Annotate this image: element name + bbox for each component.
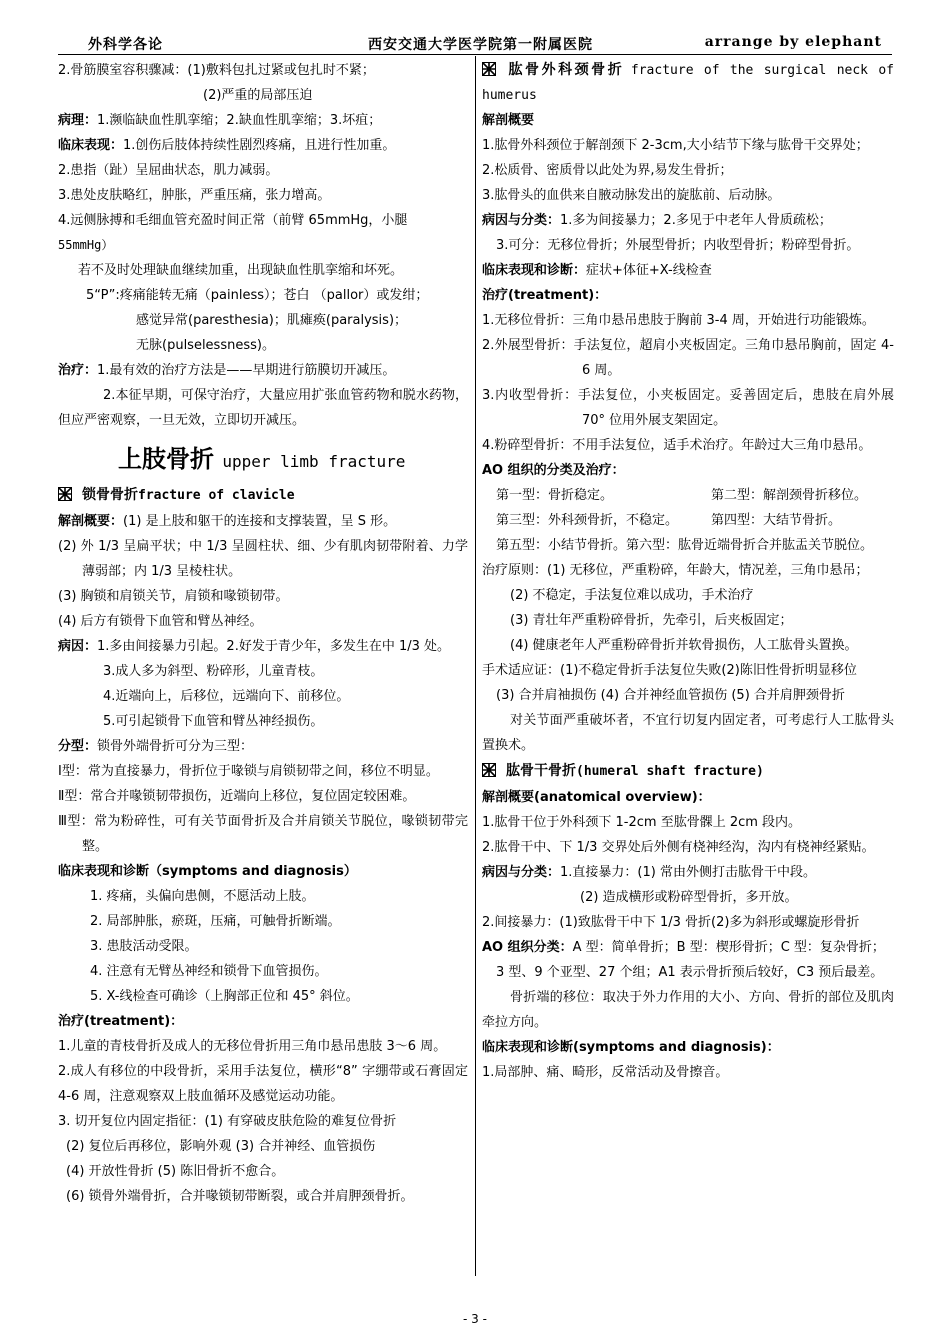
section-label: 临床表现和诊断： — [482, 263, 587, 278]
text: (1) 是上肢和躯干的连接和支撑装置，呈 S 形。 — [123, 514, 397, 529]
text-line: Ⅱ型：常合并喙锁韧带损伤，近端向上移位，复位固定较困难。 — [58, 789, 416, 804]
page-number: - 3 - — [463, 1312, 487, 1326]
treatment-line — [58, 358, 468, 383]
section-label: 病因与分类： — [482, 213, 561, 228]
text-line: 3.肱骨头的血供来自腋动脉发出的旋肱前、后动脉。 — [482, 188, 781, 203]
text-para: Ⅰ型：常为直接暴力，骨折位于喙锁与肩锁韧带之间，移位不明显。 — [58, 764, 439, 779]
header-course: 外科学各论 — [88, 37, 163, 53]
bullet-square-icon — [482, 62, 496, 76]
text: 1.最有效的治疗方法是——早期进行筋膜切开减压。 — [97, 363, 396, 378]
text: 1.多为间接暴力；2.多见于中老年人骨质疏松； — [560, 213, 832, 228]
column-divider — [475, 56, 476, 1276]
text-para: (3) 合并肩袖损伤 (4) 合并神经血管损伤 (5) 合并肩胛颈骨折 — [496, 688, 845, 703]
text-line: 3.可分：无移位骨折；外展型骨折；内收型骨折；粉碎型骨折。 — [496, 238, 860, 253]
clinical-line — [482, 258, 894, 283]
cause-para — [58, 634, 468, 659]
text-line: 感觉异常(paresthesia)；肌瘫痪(paralysis)； — [136, 313, 408, 328]
section-label: 临床表现： — [58, 138, 124, 153]
header-institution: 西安交通大学医学院第一附属医院 — [368, 37, 593, 53]
text-line: 若不及时处理缺血继续加重，出现缺血性肌挛缩和坏死。 — [78, 263, 404, 278]
subsection-heading: 解剖概要 — [482, 113, 535, 128]
text-line: 1.肱骨干位于外科颈下 1-2cm 至肱骨髁上 2cm 段内。 — [482, 815, 802, 830]
text-line: 2.松质骨、密质骨以此处为界,易发生骨折； — [482, 163, 733, 178]
text-line: 3.成人多为斜型、粉碎形，儿童青枝。 — [103, 664, 324, 679]
section-label: 治疗： — [58, 363, 98, 378]
chapter-title-cn: 上肢骨折 — [118, 445, 214, 473]
text-line: (2) 造成横形或粉碎型骨折，多开放。 — [580, 890, 798, 905]
text-para: 2.外展型骨折：手法复位，超肩小夹板固定。三角巾悬吊胸前，固定 4-6 周。 — [482, 338, 894, 378]
section-label: 分型： — [58, 739, 98, 754]
text: 第三型：外科颈骨折，不稳定。 — [496, 513, 679, 528]
text-line: 4.近端向上，后移位，远端向下、前移位。 — [103, 689, 350, 704]
cause-line — [482, 860, 894, 885]
section-label: 病理： — [58, 113, 98, 128]
text-line: (4) 健康老年人严重粉碎骨折并软骨损伤，人工肱骨头置换。 — [510, 638, 858, 653]
text-para: 治疗原则：(1) 无移位，严重粉碎，年龄大，情况差，三角巾悬吊； — [482, 563, 869, 578]
type-line — [58, 734, 468, 759]
left-column — [58, 58, 468, 1209]
subsection-heading: 解剖概要(anatomical overview)： — [482, 790, 711, 805]
section-title-cn: 锁骨骨折 — [82, 487, 138, 503]
text-line: (3) 青壮年严重粉碎骨折，先牵引，后夹板固定； — [510, 613, 793, 628]
text: 1.多由间接暴力引起。2.好发于青少年，多发生在中 1/3 处。 — [97, 639, 451, 654]
pathology-line — [58, 108, 468, 133]
right-column — [482, 58, 894, 1085]
ao-row — [482, 483, 894, 508]
section-title-cn: 肱骨干骨折 — [506, 763, 576, 779]
text-line: 3. 切开复位内固定指征：(1) 有穿破皮肤危险的难复位骨折 — [58, 1114, 397, 1129]
text-line: 2.患指（趾）呈屈曲状态，肌力减弱。 — [58, 163, 279, 178]
subsection-heading: AO 组织的分类及治疗： — [482, 463, 625, 478]
bullet-square-icon — [58, 487, 72, 501]
subsection-heading: 治疗(treatment)： — [58, 1014, 184, 1029]
chapter-title-en: upper limb fracture — [222, 452, 406, 471]
subsection-heading: 临床表现和诊断（symptoms and diagnosis） — [58, 864, 357, 879]
text-line: 3 型、9 个亚型、27 个组；A1 表示骨折预后较好，C3 预后最差。 — [496, 965, 884, 980]
text: 症状+体征+X-线检查 — [586, 263, 712, 278]
text-line: (2)严重的局部压迫 — [203, 88, 313, 103]
text: 锁骨外端骨折可分为三型： — [97, 739, 254, 754]
text-para: 骨折端的移位：取决于外力作用的大小、方向、骨折的部位及肌肉牵拉方向。 — [482, 990, 894, 1030]
section-heading — [482, 58, 894, 108]
list-item: 2. 局部肿胀，瘀斑，压痛，可触骨折断端。 — [90, 914, 341, 929]
ao-line — [482, 935, 894, 960]
text-para: Ⅲ型：常为粉碎性，可有关节面骨折及合并肩锁关节脱位，喙锁韧带完整。 — [58, 814, 468, 854]
section-heading — [58, 482, 468, 509]
text-para: (2) 外 1/3 呈扁平状；中 1/3 呈圆柱状、细、少有肌肉韧带附着、力学薄弱部；内 1/3 呈棱柱状。 — [58, 539, 468, 579]
text-line: 2.骨筋膜室容积骤减：(1)敷料包扎过紧或包扎时不紧； — [58, 63, 375, 78]
text: A 型：简单骨折；B 型：楔形骨折；C 型：复杂骨折； — [572, 940, 885, 955]
section-label: 病因： — [58, 639, 98, 654]
text-para: 1.无移位骨折：三角巾悬吊患肢于胸前 3-4 周，开始进行功能锻炼。 — [482, 313, 875, 328]
section-label: AO 组织分类： — [482, 940, 573, 955]
text: 第四型：大结节骨折。 — [711, 513, 842, 528]
list-item: 3. 患肢活动受限。 — [90, 939, 198, 954]
text: 1.直接暴力：(1) 常由外侧打击肱骨干中段。 — [560, 865, 816, 880]
section-label: 解剖概要： — [58, 514, 124, 529]
text: 1.濒临缺血性肌挛缩；2.缺血性肌挛缩；3.坏疽； — [97, 113, 382, 128]
text-line: 5“P”:疼痛能转无痛（painless）；苍白 （pallor）或发绀； — [86, 288, 429, 303]
cause-line — [482, 208, 894, 233]
section-heading — [482, 758, 894, 785]
section-label: 病因与分类： — [482, 865, 561, 880]
text-para: 2.肱骨干中、下 1/3 交界处后外侧有桡神经沟，沟内有桡神经紧贴。 — [482, 840, 875, 855]
subsection-heading: 治疗(treatment)： — [482, 288, 608, 303]
text-para: 1.儿童的青枝骨折及成人的无移位骨折用三角巾悬吊患肢 3～6 周。 — [58, 1039, 447, 1054]
text-para: 2.本征早期，可保守治疗，大量应用扩张血管药物和脱水药物，但应严密观察，一旦无效，立即切开减压。 — [58, 388, 468, 428]
text-line: 3.患处皮肤略红，肿胀，严重压痛，张力增高。 — [58, 188, 331, 203]
page-header — [58, 30, 892, 55]
text: 第一型：骨折稳定。 — [496, 488, 614, 503]
text-para: 3.内收型骨折：手法复位，小夹板固定。妥善固定后，患肢在肩外展 70° 位用外展支架固定。 — [482, 388, 894, 428]
text-line: (3) 胸锁和肩锁关节，肩锁和喙锁韧带。 — [58, 589, 289, 604]
text-line: (4) 后方有锁骨下血管和臂丛神经。 — [58, 614, 263, 629]
text: 1.创伤后肢体持续性剧烈疼痛，且进行性加重。 — [123, 138, 396, 153]
chapter-title — [58, 439, 468, 482]
text-line: 无脉(pulselessness)。 — [136, 338, 275, 353]
list-item: 4. 注意有无臂丛神经和锁骨下血管损伤。 — [90, 964, 328, 979]
list-item: 1. 疼痛，头偏向患侧，不愿活动上肢。 — [90, 889, 315, 904]
section-title-cn: 肱骨外科颈骨折 — [506, 62, 625, 78]
text-line: (6) 锁骨外端骨折，合并喙锁韧带断裂，或合并肩胛颈骨折。 — [66, 1189, 414, 1204]
text-line: 4.远侧脉搏和毛细血管充盈时间正常（前臂 65mmHg，小腿 — [58, 213, 408, 228]
text: 第二型：解剖颈骨折移位。 — [711, 488, 868, 503]
clinical-line — [58, 133, 468, 158]
text-line: 5.可引起锁骨下血管和臂丛神经损伤。 — [103, 714, 324, 729]
ao-row — [482, 508, 894, 533]
header-author: arrange by elephant — [704, 34, 882, 50]
subsection-heading: 临床表现和诊断(symptoms and diagnosis)： — [482, 1040, 780, 1055]
text-line: (2) 复位后再移位，影响外观 (3) 合并神经、血管损伤 — [66, 1139, 376, 1154]
text-para: 2.间接暴力：(1)致肱骨干中下 1/3 骨折(2)多为斜形或螺旋形骨折 — [482, 915, 860, 930]
section-title-en: fracture of the surgical neck of humerus — [482, 63, 895, 103]
section-title-en: (humeral shaft fracture) — [576, 764, 764, 779]
text-para: 手术适应证：(1)不稳定骨折手法复位失败(2)陈旧性骨折明显移位 — [482, 663, 857, 678]
bullet-square-icon — [482, 763, 496, 777]
list-item: 5. X-线检查可确诊（上胸部正位和 45° 斜位。 — [90, 989, 359, 1004]
anatomy-line — [58, 509, 468, 534]
text-para: 4.粉碎型骨折：不用手法复位，适手术治疗。年龄过大三角巾悬吊。 — [482, 438, 872, 453]
text-line: 1.局部肿、痛、畸形，反常活动及骨擦音。 — [482, 1065, 729, 1080]
text-line: 1.肱骨外科颈位于解剖颈下 2-3cm,大小结节下缘与肱骨干交界处； — [482, 138, 869, 153]
section-title-en: fracture of clavicle — [138, 488, 295, 503]
text-line: (2) 不稳定，手法复位难以成功，手术治疗 — [510, 588, 754, 603]
text-para: 对关节面严重破坏者，不宜行切复内固定者，可考虑行人工肱骨头置换术。 — [482, 713, 894, 753]
text-para: 2.成人有移位的中段骨折，采用手法复位，横形“8” 字绷带或石膏固定 4-6 周，注意观察双上肢血循环及感觉运动功能。 — [58, 1064, 468, 1104]
text-para: 第五型：小结节骨折。第六型：肱骨近端骨折合并肱盂关节脱位。 — [496, 538, 874, 553]
text-line: 55mmHg） — [58, 238, 114, 252]
text-line: (4) 开放性骨折 (5) 陈旧骨折不愈合。 — [66, 1164, 285, 1179]
